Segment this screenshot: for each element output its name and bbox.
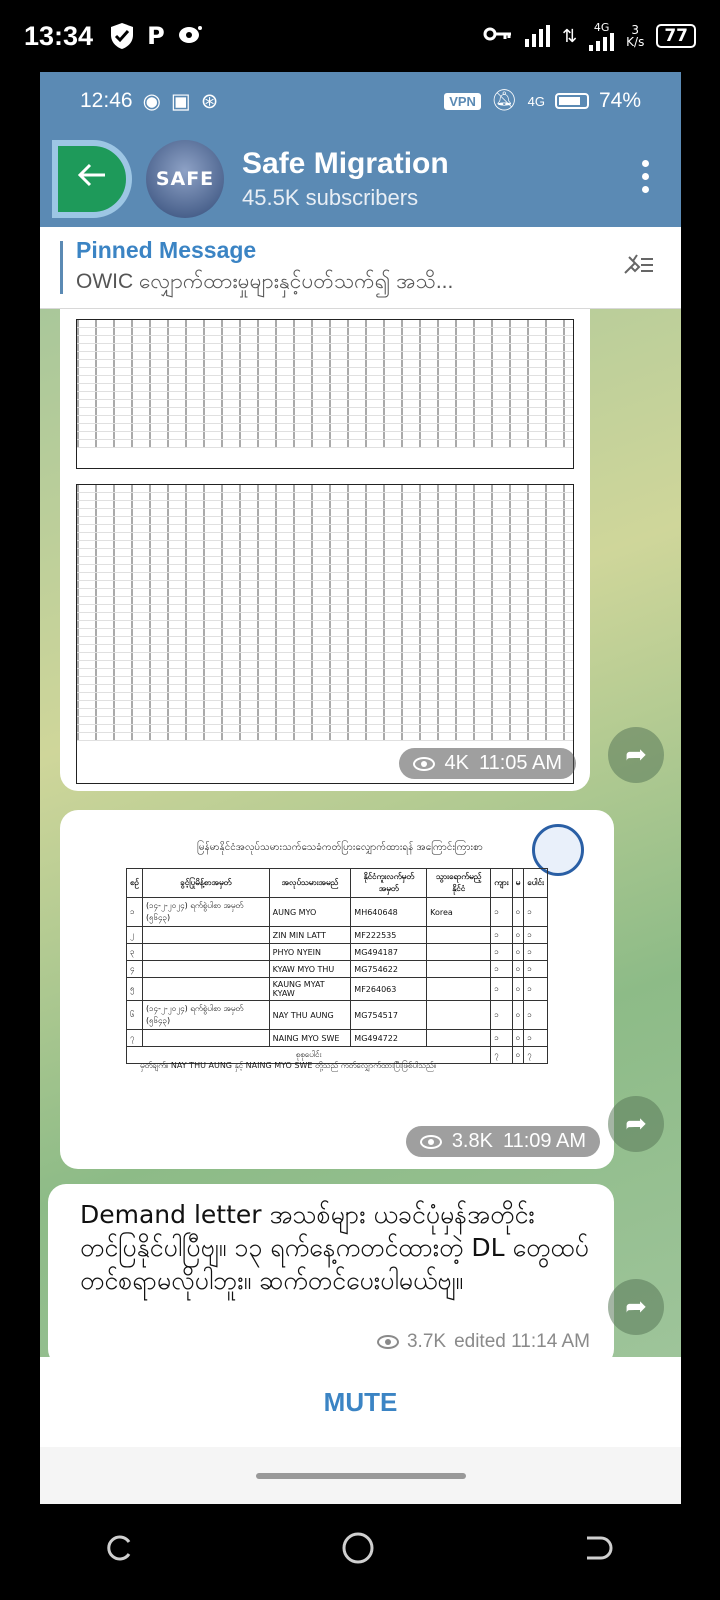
table-cell: ၀ [512,978,524,1001]
col-header: ပေါင်း [524,869,548,898]
table-row [127,961,548,978]
table-cell [142,978,269,1001]
worker-table [126,868,548,1064]
table-cell: (၁၄-၂-၂၀၂၄) ရက်စွဲပါစာ အမှတ် (၅၆၄၃) [142,1001,269,1030]
inner-gesture-bar [40,1447,681,1504]
total-cell: ၇ [491,1047,512,1064]
share-arrow-icon: ➦ [625,1292,647,1322]
share-button-3[interactable] [608,1279,664,1335]
p-app-icon: P [147,22,165,50]
battery-indicator: 77 [656,24,696,48]
key-icon [483,26,513,47]
shield-check-icon [109,22,135,50]
photo-message-tables[interactable] [60,309,590,791]
chat-bubble-icon [177,24,203,48]
table-cell: ၁ [491,1030,512,1047]
table-cell: ၀ [512,898,524,927]
letter-title: မြန်မာနိုင်ငံအလုပ်သမားသက်သေခံကတ်ပြားလျှောက်ထားရန် အကြောင်းကြားစာ [197,842,483,853]
table-cell [427,927,491,944]
table-cell: ၀ [512,1030,524,1047]
table-cell: ၁ [491,978,512,1001]
table-cell: ၁ [524,898,548,927]
signal-icon-2 [589,33,614,51]
table-cell: ၁ [491,1001,512,1030]
table-row [127,927,548,944]
message-2-views: 3.8K [451,1130,493,1152]
eye-icon [377,1335,399,1349]
arrow-left-icon [75,159,109,199]
table-cell: ၁ [524,1030,548,1047]
inner-battery-level: 74% [598,89,641,112]
col-header: အလုပ်သမားအမည် [269,869,351,898]
eye-icon [413,757,435,771]
share-button-1[interactable] [608,727,664,783]
table-cell: ၁ [491,927,512,944]
table-cell: ၁ [524,1001,548,1030]
home-indicator[interactable] [256,1473,466,1479]
more-options-button[interactable] [642,160,649,193]
total-label: စုစုပေါင်း [127,1047,491,1064]
table-cell: ၁ [491,898,512,927]
channel-title: Safe Migration [242,146,449,180]
device-navigation-bar [0,1504,720,1600]
chat-area[interactable] [40,309,681,1357]
total-cell: ၇ [524,1047,548,1064]
table-cell [427,1001,491,1030]
network-speed: 3 K/s [626,23,645,49]
table-cell [427,1030,491,1047]
letter-footnote: မှတ်ချက်။ NAY THU AUNG နှင့် NAING MYO SWE တို့သည် ကတ်လျှောက်ထားပြီးဖြစ်ပါသည်။ [140,1061,437,1070]
document-table-bottom [76,484,574,784]
col-header: ကျား [491,869,512,898]
table-cell: ၀ [512,927,524,944]
table-cell: (၁၄-၂-၂၀၂၄) ရက်စွဲပါစာ အမှတ် (၅၆၄၃) [142,898,269,927]
table-header-row [127,869,548,898]
table-cell [427,944,491,961]
vpn-badge: VPN [444,93,481,110]
subscriber-count: 45.5K subscribers [242,184,419,210]
message-3-meta [377,1331,590,1353]
table-cell: ၁ [524,927,548,944]
data-transfer-icon: ⇅ [562,25,578,47]
table-cell: ၀ [512,1001,524,1030]
recent-apps-icon[interactable] [103,1532,135,1573]
col-header: မ [512,869,524,898]
table-cell: ၃ [127,944,143,961]
message-1-views: 4K [444,752,469,774]
text-message[interactable] [48,1184,614,1357]
message-3-text: Demand letter အသစ်များ ယခင်ပုံမှန်အတိုင်း တင်ပြနိုင်ပါပြီဗျ။ ၁၃ ရက်နေ့ကတင်ထားတဲ့ DL တွေထပ်တင်စရာမလိုပါဘူး။ ဆက်တင်ပေးပါမယ်ဗျ။ [80,1200,589,1295]
table-cell: NAING MYO SWE [269,1030,351,1047]
table-cell: PHYO NYEIN [269,944,351,961]
inner-network-type: 4G [527,93,545,109]
table-cell: MG494722 [351,1030,427,1047]
table-cell [427,961,491,978]
col-header: နိုင်ငံကူးလက်မှတ်အမှတ် [351,869,427,898]
table-cell [142,944,269,961]
back-nav-icon[interactable] [581,1532,617,1573]
table-cell: ၁ [127,898,143,927]
table-cell [142,927,269,944]
table-row [127,944,548,961]
message-3-views: 3.7K [406,1331,447,1352]
table-cell: MG754622 [351,961,427,978]
eye-icon [420,1135,442,1149]
table-cell: MG754517 [351,1001,427,1030]
pinned-title: Pinned Message [76,236,257,263]
message-2-meta [406,1126,600,1157]
table-row [127,898,548,927]
inner-battery-icon [555,93,589,109]
channel-header [40,130,681,227]
table-cell: Korea [427,898,491,927]
table-cell: ၀ [512,944,524,961]
table-cell [142,1030,269,1047]
table-cell: ၁ [524,961,548,978]
table-cell: ZIN MIN LATT [269,927,351,944]
table-cell: KYAW MYO THU [269,961,351,978]
table-cell: MF222535 [351,927,427,944]
table-cell: AUNG MYO [269,898,351,927]
table-cell: ၁ [491,944,512,961]
message-3-time: edited 11:14 AM [454,1331,590,1352]
table-cell: ၅ [127,978,143,1001]
table-cell: ၄ [127,961,143,978]
document-table-top [76,319,574,469]
table-row [127,1030,548,1047]
table-row [127,978,548,1001]
table-cell: ၇ [127,1030,143,1047]
col-header: သွားရောက်မည့်နိုင်ငံ [427,869,491,898]
table-cell: MF264063 [351,978,427,1001]
inner-status-bar [40,72,681,130]
app-icon: ▣ [170,89,191,113]
pinned-message-bar[interactable] [40,227,681,309]
photo-message-letter[interactable] [60,810,614,1169]
back-button[interactable] [52,140,132,218]
table-cell: ၀ [512,961,524,978]
table-cell [427,978,491,1001]
table-cell: ၁ [524,978,548,1001]
mute-status-icon: 🔕︎ [490,89,518,112]
table-cell: ၁ [524,944,548,961]
table-cell: KAUNG MYAT KYAW [269,978,351,1001]
share-arrow-icon: ➦ [625,740,647,770]
network-type: 4G [589,22,614,51]
table-cell: ၆ [127,1001,143,1030]
device-clock: 13:34 [24,20,94,51]
message-1-meta [399,748,577,779]
device-status-bar [0,0,720,72]
channel-info[interactable] [242,147,449,211]
home-button-icon[interactable] [340,1530,376,1575]
total-cell: ၀ [512,1047,524,1064]
channel-avatar[interactable]: SAFE [146,140,224,218]
table-cell: MG494187 [351,944,427,961]
col-header: စဉ် [127,869,143,898]
telegram-screenshot [40,72,681,1504]
mute-button[interactable]: MUTE [323,1386,398,1417]
pinned-indicator [60,241,63,294]
signal-icon [525,25,550,47]
share-arrow-icon: ➦ [625,1109,647,1139]
table-cell: MH640648 [351,898,427,927]
mute-bar [40,1357,681,1447]
pinned-preview: OWIC လျှောက်ထားမှုများနှင့်ပတ်သက်၍ အသိ... [76,269,454,293]
col-header: ခွင့်ပြုမိန့်စာအမှတ် [142,869,269,898]
pin-list-icon[interactable] [621,251,655,284]
messenger-icon: ◉ [142,89,161,113]
table-cell: NAY THU AUNG [269,1001,351,1030]
message-1-time: 11:05 AM [478,752,562,774]
message-2-time: 11:09 AM [502,1130,586,1152]
globe-icon: ⊛ [200,89,219,113]
table-row [127,1001,548,1030]
table-cell [142,961,269,978]
table-cell: ၁ [491,961,512,978]
worker-table-body [127,898,548,1064]
share-button-2[interactable] [608,1096,664,1152]
table-cell: ၂ [127,927,143,944]
inner-clock: 12:46 [80,89,133,112]
